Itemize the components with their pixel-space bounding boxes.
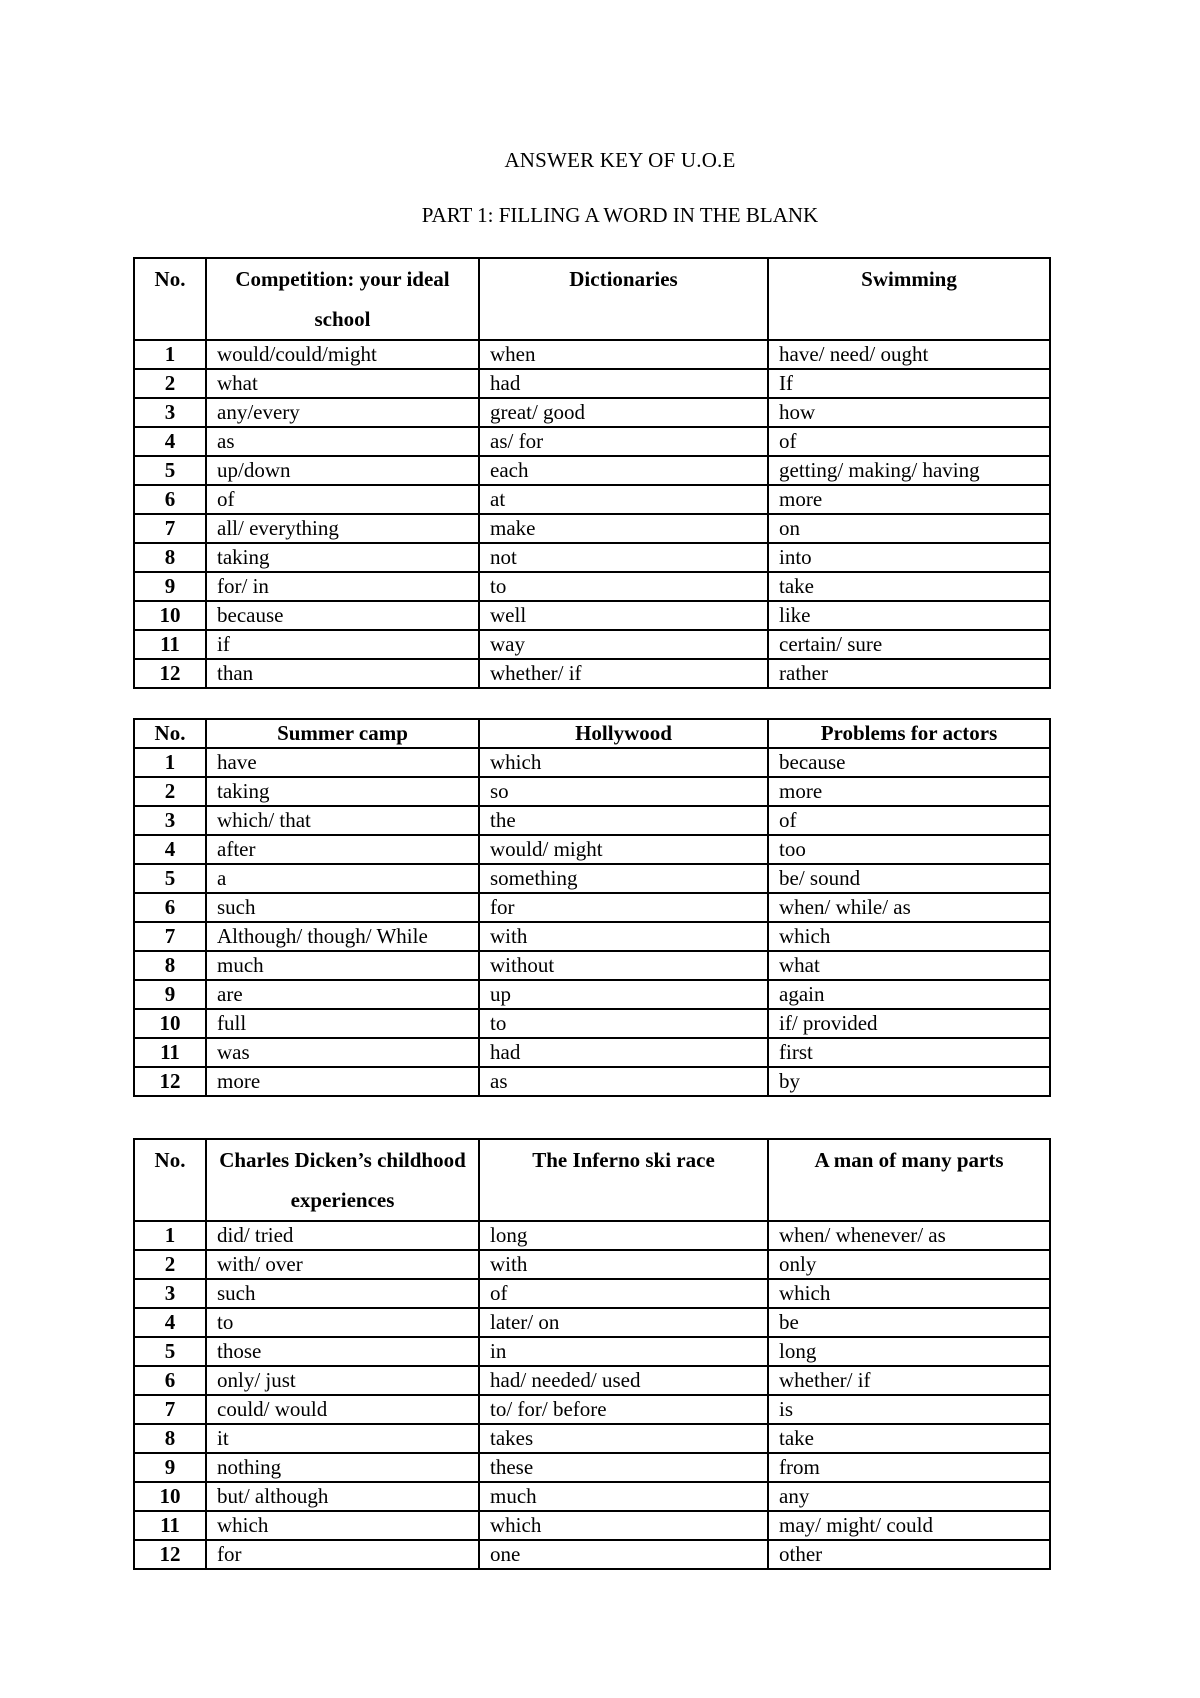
answer-cell: of — [768, 427, 1050, 456]
answer-cell: as — [479, 1067, 768, 1096]
header-topic-2: The Inferno ski race — [479, 1139, 768, 1221]
question-number: 10 — [134, 1009, 206, 1038]
table-row — [134, 572, 1050, 601]
answer-cell: such — [206, 893, 479, 922]
table-row — [134, 864, 1050, 893]
question-number: 8 — [134, 951, 206, 980]
answer-cell: only — [768, 1250, 1050, 1279]
answer-cell: when/ while/ as — [768, 893, 1050, 922]
answer-cell: great/ good — [479, 398, 768, 427]
answer-cell: If — [768, 369, 1050, 398]
answer-cell: whether/ if — [768, 1366, 1050, 1395]
answer-cell: without — [479, 951, 768, 980]
answer-cell: when/ whenever/ as — [768, 1221, 1050, 1250]
table-row — [134, 951, 1050, 980]
question-number: 3 — [134, 806, 206, 835]
answer-cell: after — [206, 835, 479, 864]
header-number: No. — [134, 719, 206, 748]
answer-cell: did/ tried — [206, 1221, 479, 1250]
answer-cell: which — [206, 1511, 479, 1540]
question-number: 5 — [134, 1337, 206, 1366]
document-title: ANSWER KEY OF U.O.E — [504, 148, 736, 172]
table-header-row — [134, 719, 1050, 748]
answer-cell: if/ provided — [768, 1009, 1050, 1038]
table-row — [134, 1395, 1050, 1424]
answer-cell: any/every — [206, 398, 479, 427]
table-header-row — [134, 258, 1050, 340]
answer-cell: which — [479, 1511, 768, 1540]
answer-cell: each — [479, 456, 768, 485]
table-row — [134, 1279, 1050, 1308]
answer-cell: as — [206, 427, 479, 456]
header-topic-2: Hollywood — [479, 719, 768, 748]
answer-cell: of — [206, 485, 479, 514]
table-row — [134, 1453, 1050, 1482]
answer-cell: had — [479, 1038, 768, 1067]
answer-cell: as/ for — [479, 427, 768, 456]
header-topic-1: Summer camp — [206, 719, 479, 748]
table-row — [134, 893, 1050, 922]
header-topic-3: A man of many parts — [768, 1139, 1050, 1221]
answer-cell: have — [206, 748, 479, 777]
answer-cell: would/ might — [479, 835, 768, 864]
answer-cell: for — [206, 1540, 479, 1569]
table-row — [134, 601, 1050, 630]
answer-cell: any — [768, 1482, 1050, 1511]
table-row — [134, 1337, 1050, 1366]
table-body — [134, 748, 1050, 1096]
answer-cell: in — [479, 1337, 768, 1366]
table-row — [134, 980, 1050, 1009]
header-topic-1: Competition: your ideal school — [206, 258, 479, 340]
answer-cell: well — [479, 601, 768, 630]
answer-cell: first — [768, 1038, 1050, 1067]
answer-cell: certain/ sure — [768, 630, 1050, 659]
answer-cell: a — [206, 864, 479, 893]
question-number: 1 — [134, 748, 206, 777]
question-number: 9 — [134, 980, 206, 1009]
table-row — [134, 1038, 1050, 1067]
answer-cell: more — [768, 485, 1050, 514]
answer-cell: up — [479, 980, 768, 1009]
answer-cell: could/ would — [206, 1395, 479, 1424]
answer-cell: but/ although — [206, 1482, 479, 1511]
answer-cell: be/ sound — [768, 864, 1050, 893]
question-number: 4 — [134, 1308, 206, 1337]
answer-cell: it — [206, 1424, 479, 1453]
answer-cell: have/ need/ ought — [768, 340, 1050, 369]
table-row — [134, 1366, 1050, 1395]
answer-cell: would/could/might — [206, 340, 479, 369]
answer-cell: taking — [206, 777, 479, 806]
answer-cell: long — [479, 1221, 768, 1250]
answer-cell: because — [768, 748, 1050, 777]
answer-cell: for — [479, 893, 768, 922]
answer-cell: which — [768, 922, 1050, 951]
answer-cell: is — [768, 1395, 1050, 1424]
question-number: 11 — [134, 1511, 206, 1540]
table-row — [134, 1540, 1050, 1569]
answer-cell: for/ in — [206, 572, 479, 601]
answer-cell: of — [479, 1279, 768, 1308]
answer-cell: takes — [479, 1424, 768, 1453]
table-row — [134, 456, 1050, 485]
table-row — [134, 1250, 1050, 1279]
question-number: 7 — [134, 514, 206, 543]
question-number: 1 — [134, 1221, 206, 1250]
answer-cell: one — [479, 1540, 768, 1569]
question-number: 9 — [134, 1453, 206, 1482]
answer-cell: full — [206, 1009, 479, 1038]
answer-cell: what — [206, 369, 479, 398]
answer-cell: on — [768, 514, 1050, 543]
question-number: 3 — [134, 398, 206, 427]
question-number: 2 — [134, 1250, 206, 1279]
table-row — [134, 777, 1050, 806]
answer-cell: up/down — [206, 456, 479, 485]
question-number: 10 — [134, 1482, 206, 1511]
table-row — [134, 485, 1050, 514]
answer-cell: long — [768, 1337, 1050, 1366]
table-row — [134, 369, 1050, 398]
answer-cell: such — [206, 1279, 479, 1308]
header-topic-1: Charles Dicken’s childhood experiences — [206, 1139, 479, 1221]
table-body — [134, 340, 1050, 688]
answer-cell: take — [768, 1424, 1050, 1453]
answer-cell: make — [479, 514, 768, 543]
question-number: 6 — [134, 1366, 206, 1395]
table-row — [134, 514, 1050, 543]
answer-cell: not — [479, 543, 768, 572]
answer-cell: to/ for/ before — [479, 1395, 768, 1424]
question-number: 6 — [134, 893, 206, 922]
answer-cell: taking — [206, 543, 479, 572]
question-number: 4 — [134, 835, 206, 864]
answer-cell: these — [479, 1453, 768, 1482]
header-topic-2: Dictionaries — [479, 258, 768, 340]
answer-cell: by — [768, 1067, 1050, 1096]
answer-cell: into — [768, 543, 1050, 572]
table-header-row — [134, 1139, 1050, 1221]
answer-cell: be — [768, 1308, 1050, 1337]
table-body — [134, 1221, 1050, 1569]
question-number: 12 — [134, 1067, 206, 1096]
table-row — [134, 806, 1050, 835]
table-row — [134, 630, 1050, 659]
table-row — [134, 1067, 1050, 1096]
question-number: 7 — [134, 922, 206, 951]
answer-cell: at — [479, 485, 768, 514]
header-number: No. — [134, 1139, 206, 1221]
answer-cell: from — [768, 1453, 1050, 1482]
table-row — [134, 398, 1050, 427]
answer-cell: something — [479, 864, 768, 893]
answer-cell: with/ over — [206, 1250, 479, 1279]
answer-cell: all/ everything — [206, 514, 479, 543]
answer-cell: again — [768, 980, 1050, 1009]
answer-cell: like — [768, 601, 1050, 630]
answer-cell: way — [479, 630, 768, 659]
answer-cell: was — [206, 1038, 479, 1067]
question-number: 5 — [134, 456, 206, 485]
question-number: 1 — [134, 340, 206, 369]
question-number: 3 — [134, 1279, 206, 1308]
question-number: 9 — [134, 572, 206, 601]
question-number: 11 — [134, 1038, 206, 1067]
answer-cell: Although/ though/ While — [206, 922, 479, 951]
answer-cell: take — [768, 572, 1050, 601]
answer-table-2 — [133, 718, 1051, 1097]
question-number: 7 — [134, 1395, 206, 1424]
answer-cell: which/ that — [206, 806, 479, 835]
answer-cell: if — [206, 630, 479, 659]
answer-cell: too — [768, 835, 1050, 864]
question-number: 12 — [134, 1540, 206, 1569]
answer-cell: to — [206, 1308, 479, 1337]
question-number: 11 — [134, 630, 206, 659]
answer-cell: much — [479, 1482, 768, 1511]
table-row — [134, 922, 1050, 951]
answer-cell: of — [768, 806, 1050, 835]
answer-cell: later/ on — [479, 1308, 768, 1337]
question-number: 6 — [134, 485, 206, 514]
question-number: 8 — [134, 543, 206, 572]
question-number: 5 — [134, 864, 206, 893]
table-row — [134, 1009, 1050, 1038]
table-row — [134, 1424, 1050, 1453]
answer-cell: which — [479, 748, 768, 777]
table-row — [134, 1308, 1050, 1337]
answer-cell: so — [479, 777, 768, 806]
answer-cell: whether/ if — [479, 659, 768, 688]
answer-cell: to — [479, 572, 768, 601]
answer-cell: what — [768, 951, 1050, 980]
answer-cell: the — [479, 806, 768, 835]
header-topic-3: Problems for actors — [768, 719, 1050, 748]
answer-table-1 — [133, 257, 1051, 689]
answer-cell: rather — [768, 659, 1050, 688]
answer-cell: to — [479, 1009, 768, 1038]
table-row — [134, 1482, 1050, 1511]
table-row — [134, 1511, 1050, 1540]
answer-cell: only/ just — [206, 1366, 479, 1395]
answer-cell: much — [206, 951, 479, 980]
question-number: 8 — [134, 1424, 206, 1453]
answer-cell: other — [768, 1540, 1050, 1569]
table-row — [134, 659, 1050, 688]
question-number: 12 — [134, 659, 206, 688]
answer-cell: because — [206, 601, 479, 630]
header-topic-3: Swimming — [768, 258, 1050, 340]
answer-cell: are — [206, 980, 479, 1009]
table-row — [134, 427, 1050, 456]
table-row — [134, 1221, 1050, 1250]
answer-cell: than — [206, 659, 479, 688]
answer-cell: had — [479, 369, 768, 398]
answer-cell: more — [206, 1067, 479, 1096]
answer-cell: getting/ making/ having — [768, 456, 1050, 485]
answer-cell: may/ might/ could — [768, 1511, 1050, 1540]
question-number: 2 — [134, 369, 206, 398]
part-heading: PART 1: FILLING A WORD IN THE BLANK — [421, 203, 819, 227]
table-row — [134, 340, 1050, 369]
table-row — [134, 835, 1050, 864]
answer-table-3 — [133, 1138, 1051, 1570]
answer-cell: nothing — [206, 1453, 479, 1482]
table-row — [134, 748, 1050, 777]
question-number: 2 — [134, 777, 206, 806]
answer-cell: which — [768, 1279, 1050, 1308]
answer-cell: with — [479, 1250, 768, 1279]
answer-cell: how — [768, 398, 1050, 427]
question-number: 10 — [134, 601, 206, 630]
answer-cell: had/ needed/ used — [479, 1366, 768, 1395]
header-number: No. — [134, 258, 206, 340]
answer-cell: those — [206, 1337, 479, 1366]
answer-cell: when — [479, 340, 768, 369]
answer-cell: more — [768, 777, 1050, 806]
table-row — [134, 543, 1050, 572]
answer-cell: with — [479, 922, 768, 951]
question-number: 4 — [134, 427, 206, 456]
